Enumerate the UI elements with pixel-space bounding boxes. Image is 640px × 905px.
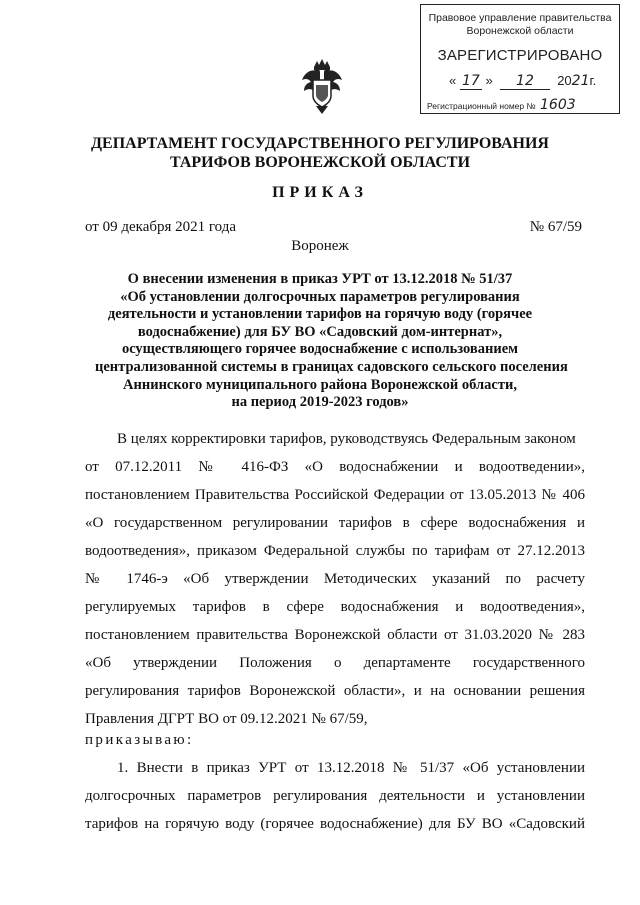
- preamble-line: водоотведения», приказом Федеральной службы по тарифам от 27.12.2013: [85, 543, 585, 559]
- preamble-line: регулируемых тарифов в сфере водоснабжения и водоотведения»,: [85, 599, 585, 615]
- preamble-line: В целях корректировки тарифов, руководствуясь Федеральным законом: [117, 431, 576, 447]
- subject-line: «Об установлении долгосрочных параметров регулирования: [120, 288, 520, 305]
- stamp-authority-line2: Воронежской области: [466, 25, 574, 37]
- stamp-date-close-quote: »: [485, 73, 493, 88]
- stamp-authority-line1: Правовое управление правительства: [428, 12, 612, 24]
- stamp-date-month: 12: [500, 73, 550, 90]
- order-number: № 67/59: [529, 219, 582, 235]
- department-name-line2: ТАРИФОВ ВОРОНЕЖСКОЙ ОБЛАСТИ: [169, 154, 471, 171]
- order-city: Воронеж: [291, 238, 349, 254]
- stamp-date-open-quote: «: [449, 73, 457, 88]
- orders-word: приказываю:: [85, 732, 194, 748]
- order-subject: [95, 271, 568, 412]
- item1-line: 1. Внести в приказ УРТ от 13.12.2018 № 51/37 «Об установлении: [117, 760, 585, 776]
- stamp-reg-number: [427, 97, 578, 113]
- preamble-line: регулирования тарифов Воронежской области», и на основании решения: [85, 683, 585, 699]
- subject-line: централизованной системы в границах садовского сельского поселения: [95, 358, 568, 375]
- document-type: ПРИКАЗ: [272, 184, 368, 201]
- order-date: от 09 декабря 2021 года: [85, 219, 237, 235]
- item1-line: долгосрочных параметров регулирования деятельности и установлении: [85, 788, 585, 804]
- subject-line: осуществляющего горячее водоснабжение с использованием: [121, 341, 519, 358]
- subject-line: Аннинского муниципального района Воронежской области,: [123, 376, 517, 393]
- department-name-line1: ДЕПАРТАМЕНТ ГОСУДАРСТВЕННОГО РЕГУЛИРОВАНИЯ: [91, 135, 549, 152]
- stamp-reg-number-value: 1603: [540, 97, 576, 113]
- stamp-date: [449, 73, 596, 90]
- registration-stamp: [420, 4, 620, 114]
- item1-line: тарифов на горячую воду (горячее водоснабжение) для БУ ВО «Садовский: [85, 816, 585, 832]
- preamble-line: № 1746-э «Об утверждении Методических указаний по расчету: [85, 571, 585, 587]
- stamp-reg-number-label: Регистрационный номер №: [427, 101, 536, 111]
- subject-line: на период 2019-2023 годов»: [231, 394, 409, 411]
- preamble-line: «О государственном регулировании тарифов в сфере водоснабжения и: [85, 515, 585, 531]
- preamble-line: постановлением правительства Воронежской области от 31.03.2020 № 283: [85, 627, 585, 643]
- stamp-date-year-suffix: 21: [571, 73, 590, 89]
- subject-line: О внесении изменения в приказ УРТ от 13.12.2018 № 51/37: [127, 271, 513, 287]
- preamble-line: Правления ДГРТ ВО от 09.12.2021 № 67/59,: [85, 711, 368, 727]
- preamble-line: «Об утверждении Положения о департаменте государственного: [85, 655, 585, 671]
- stamp-date-year-prefix: 20: [557, 73, 572, 88]
- subject-line: деятельности и установлении тарифов на горячую воду (горячее: [107, 306, 533, 323]
- preamble-line: от 07.12.2011 № 416-ФЗ «О водоснабжении и водоотведении»,: [85, 459, 585, 475]
- preamble-line: постановлением Правительства Российской Федерации от 13.05.2013 № 406: [85, 487, 585, 503]
- department-name: [60, 134, 580, 172]
- coat-of-arms-icon: [300, 58, 344, 116]
- stamp-date-day: 17: [460, 73, 482, 90]
- subject-line: водоснабжение) для БУ ВО «Садовский дом-интернат»,: [137, 323, 503, 340]
- stamp-registered-label: ЗАРЕГИСТРИРОВАНО: [437, 47, 603, 64]
- stamp-date-year-end: г.: [589, 73, 597, 88]
